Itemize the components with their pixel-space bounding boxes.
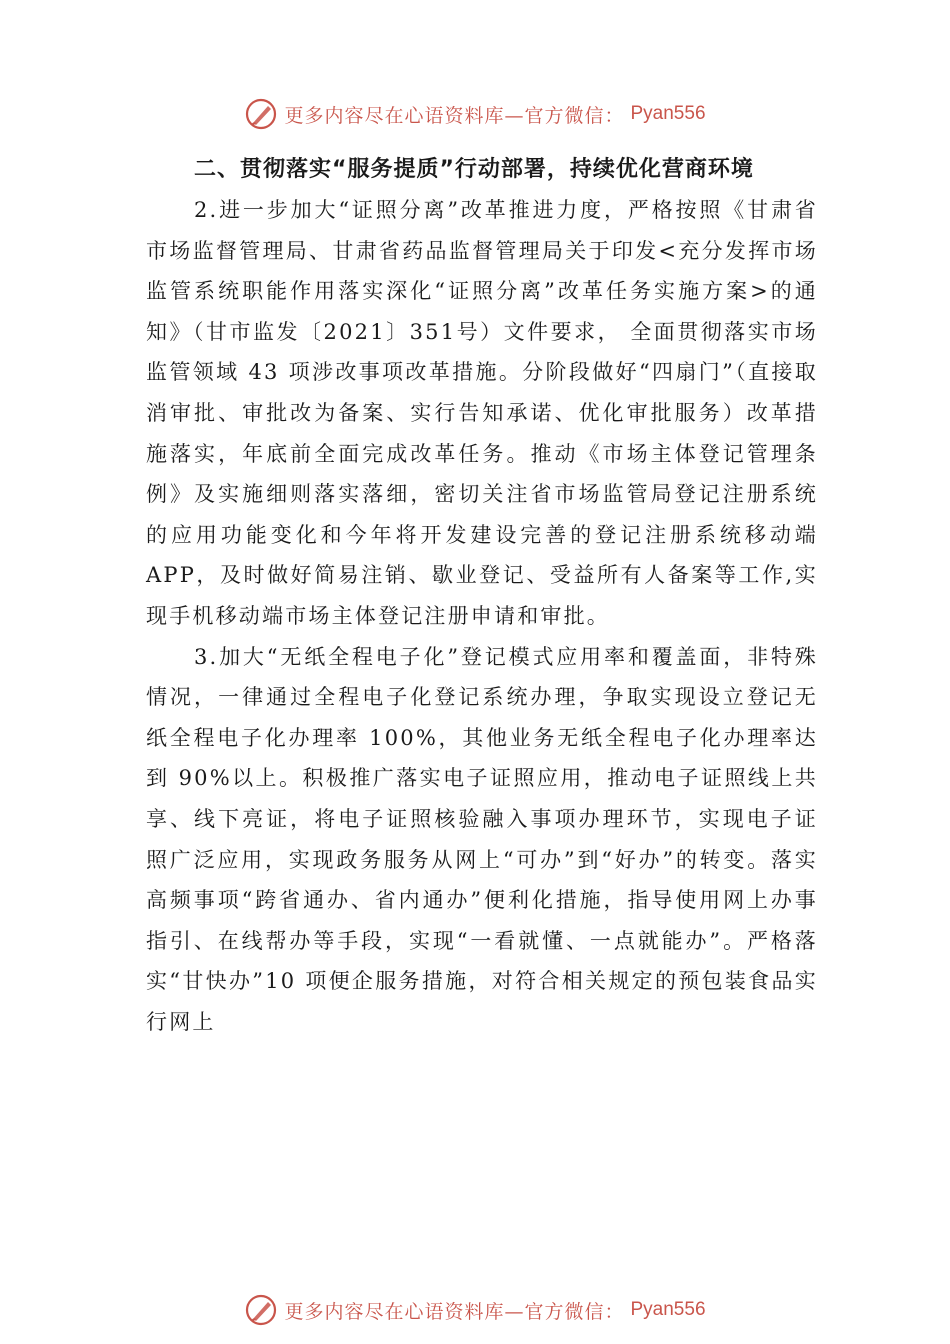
paragraph-3: 3.加大“无纸全程电子化”登记模式应用率和覆盖面，非特殊情况，一律通过全程电子化登记系统办理，争取实现设立登记无纸全程电子化办理率 100%，其他业务无纸全程电子化办理率达到 90%以上。积极推广落实电子证照应用，推动电子证照线上共享、线下亮证，将电子证照核验融入事项办理环节，实现电子证照广泛应用，实现政务服务从网上“可办”到“好办”的转变。落实高频事项“跨省通办、省内通办”便利化措施，指导使用网上办事指引、在线帮办等手段，实现“一看就懂、一点就能办”。严格落实“甘快办”10 项便企服务措施，对符合相关规定的预包装食品实行网上 (146, 644, 818, 1034)
section-heading: 二、贯彻落实“服务提质”行动部署，持续优化营商环境 (194, 157, 754, 182)
watermark-wechat-id: Pyan556 (630, 1299, 706, 1320)
watermark-text: 更多内容尽在心语资料库—官方微信： (284, 1300, 625, 1323)
header-watermark (0, 94, 950, 134)
watermark-text: 更多内容尽在心语资料库—官方微信： (284, 104, 625, 127)
document-body (146, 150, 818, 1042)
brush-logo-icon (244, 1293, 278, 1327)
paragraph-2: 2.进一步加大“证照分离”改革推进力度，严格按照《甘肃省市场监督管理局、甘肃省药品监督管理局关于印发<充分发挥市场监管系统职能作用落实深化“证照分离”改革任务实施方案>的通知》（甘市监发〔2021〕351号）文件要求， 全面贯彻落实市场监管领域 43 项涉改事项改革措施。分阶段做好“四扇门”（直接取消审批、审批改为备案、实行告知承诺、优化审批服务）改革措施落实，年底前全面完成改革任务。推动《市场主体登记管理条例》及实施细则落实落细，密切关注省市场监管局登记注册系统的应用功能变化和今年将开发建设完善的登记注册系统移动端 APP，及时做好简易注销、歇业登记、受益所有人备案等工作,实现手机移动端市场主体登记注册申请和审批。 (146, 198, 818, 628)
watermark-wechat-id: Pyan556 (630, 103, 706, 124)
brush-logo-icon (244, 97, 278, 131)
footer-watermark (0, 1290, 950, 1330)
